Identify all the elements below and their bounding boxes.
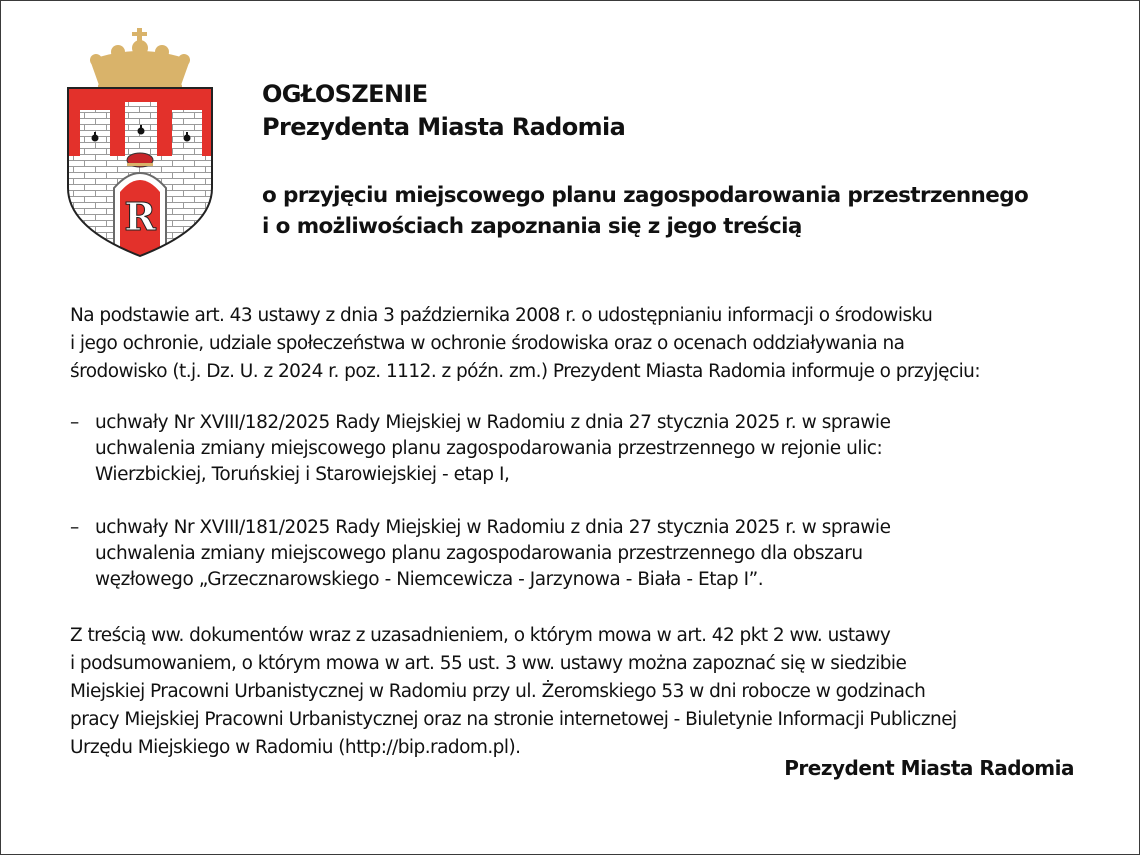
subject-line: i o możliwościach zapoznania się z jego treścią — [262, 214, 802, 239]
svg-text:R: R — [124, 194, 156, 239]
list-item-line: uchwalenia zmiany miejscowego planu zagospodarowania przestrzennego dla obszaru — [95, 543, 863, 564]
paragraph-line: i podsumowaniem, o którym mowa w art. 55 ust. 3 ww. ustawy można zapoznać się w siedzibie — [70, 653, 907, 674]
paragraph-line: pracy Miejskiej Pracowni Urbanistycznej oraz na stronie internetowej - Biuletynie Informacji Publicznej — [70, 709, 957, 730]
heading-title: OGŁOSZENIE — [262, 80, 428, 108]
paragraph-line: Miejskiej Pracowni Urbanistycznej w Radomiu przy ul. Żeromskiego 53 w dni robocze w godzinach — [70, 681, 926, 702]
announcement-heading — [262, 78, 625, 144]
crown-icon — [90, 28, 190, 90]
list-item-line: uchwały Nr XVIII/181/2025 Rady Miejskiej w Radomiu z dnia 27 stycznia 2025 r. w sprawie — [95, 517, 891, 538]
signature: Prezydent Miasta Radomia — [784, 756, 1074, 780]
heading-subtitle: Prezydenta Miasta Radomia — [262, 113, 626, 141]
subject-line: o przyjęciu miejscowego planu zagospodarowania przestrzennego — [262, 183, 1029, 208]
list-item-line: Wierzbickiej, Toruńskiej i Starowiejskiej - etap I, — [95, 464, 510, 485]
list-item-line: uchwały Nr XVIII/182/2025 Rady Miejskiej w Radomiu z dnia 27 stycznia 2025 r. w sprawie — [95, 412, 891, 433]
paragraph-line: Na podstawie art. 43 ustawy z dnia 3 października 2008 r. o udostępnianiu informacji o środowisku — [70, 305, 933, 326]
list-item-line: uchwalenia zmiany miejscowego planu zagospodarowania przestrzennego w rejonie ulic: — [95, 438, 883, 459]
paragraph-line: i jego ochronie, udziale społeczeństwa w ochronie środowiska oraz o ocenach oddziaływania na — [70, 333, 905, 354]
intro-paragraph — [70, 302, 980, 386]
paragraph-line: Urzędu Miejskiego w Radomiu (http://bip.radom.pl). — [70, 737, 521, 758]
closing-paragraph — [70, 622, 957, 762]
announcement-subject — [262, 180, 1028, 242]
paragraph-line: Z treścią ww. dokumentów wraz z uzasadnieniem, o którym mowa w art. 42 pkt 2 ww. ustawy — [70, 625, 891, 646]
dash-bullet-icon: – — [70, 517, 79, 538]
resolution-list-item — [70, 410, 891, 488]
dash-bullet-icon: – — [70, 412, 79, 433]
list-item-line: węzłowego „Grzecznarowskiego - Niemcewicza - Jarzynowa - Biała - Etap I”. — [95, 569, 764, 590]
paragraph-line: środowisko (t.j. Dz. U. z 2024 r. poz. 1112. z późn. zm.) Prezydent Miasta Radomia informuje o przyjęciu: — [70, 361, 981, 382]
resolution-list-item — [70, 515, 891, 593]
radom-coat-of-arms-icon — [62, 28, 218, 260]
